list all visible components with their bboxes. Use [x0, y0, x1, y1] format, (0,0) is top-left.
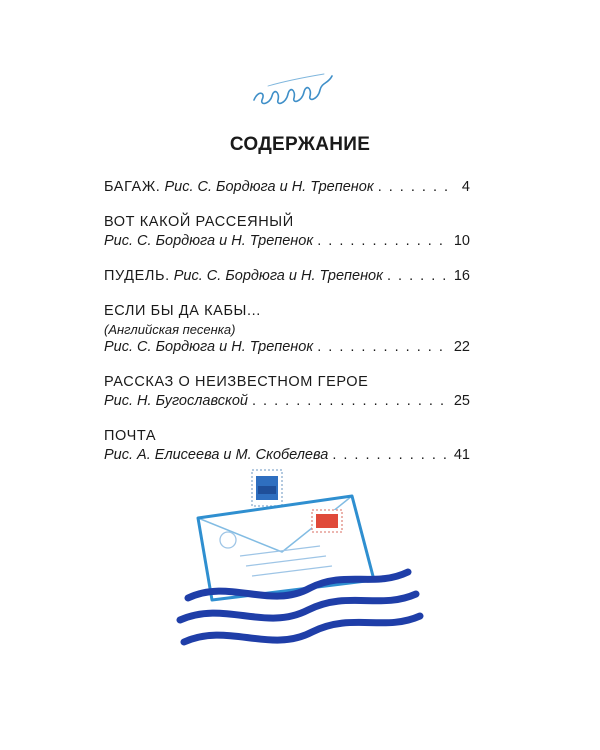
toc-entry [104, 373, 470, 411]
leader-dots [317, 338, 450, 357]
toc-entry [104, 178, 470, 197]
entry-title: РАССКАЗ О НЕИЗВЕСТНОМ ГЕРОЕ [104, 374, 369, 390]
entry-page: 22 [453, 339, 470, 355]
entry-illustrator: Рис. С. Бордюга и Н. Трепенок [104, 233, 314, 249]
toc-entry [104, 267, 470, 286]
entry-illustrator: Рис. Н. Бугославской [104, 393, 248, 409]
entry-illustrator: Рис. С. Бордюга и Н. Трепенок [164, 179, 374, 195]
entry-page: 41 [453, 447, 470, 463]
envelope-on-waves-illustration [170, 460, 430, 660]
entry-title: БАГАЖ. [104, 179, 161, 195]
squiggle-ornament [248, 62, 340, 110]
entry-illustrator: Рис. С. Бордюга и Н. Трепенок [104, 339, 314, 355]
entry-page: 25 [453, 393, 470, 409]
leader-dots [387, 267, 450, 286]
entry-title: ПУДЕЛЬ. [104, 268, 170, 284]
entry-page: 16 [453, 268, 470, 284]
entry-illustrator: Рис. А. Елисеева и М. Скобелева [104, 447, 329, 463]
entry-title: ВОТ КАКОЙ РАССЕЯНЫЙ [104, 214, 294, 230]
stamp-blue-icon [252, 470, 282, 506]
table-of-contents [104, 178, 470, 481]
leader-dots [378, 178, 450, 197]
leader-dots [252, 392, 450, 411]
entry-illustrator: Рис. С. Бордюга и Н. Трепенок [173, 268, 383, 284]
entry-page: 4 [461, 179, 470, 195]
leader-dots [317, 232, 450, 251]
toc-entry [104, 302, 470, 357]
toc-entry [104, 213, 470, 251]
entry-title: ЕСЛИ БЫ ДА КАБЫ... [104, 303, 261, 319]
entry-subtitle: (Английская песенка) [104, 322, 236, 337]
entry-page: 10 [453, 233, 470, 249]
entry-title: ПОЧТА [104, 428, 157, 444]
page-title: СОДЕРЖАНИЕ [229, 134, 371, 155]
stamp-red-icon [312, 510, 342, 532]
